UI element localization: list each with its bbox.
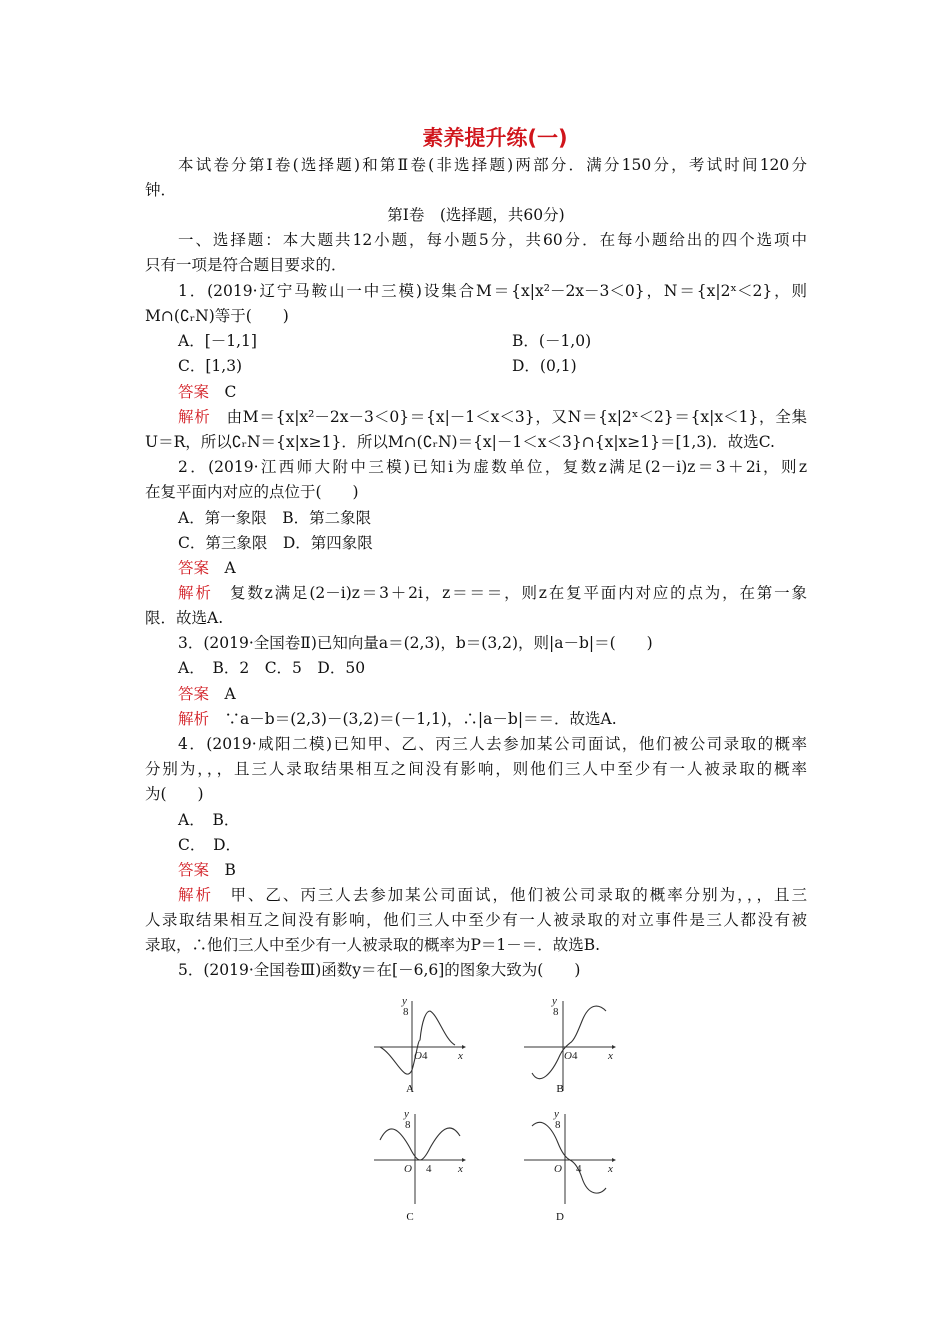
function-curve	[380, 1011, 455, 1074]
q1-answer	[145, 380, 807, 405]
y-label: y	[554, 1108, 559, 1120]
graph-option-b	[520, 995, 620, 1099]
q2-analysis	[145, 581, 807, 606]
answer-label: 答案	[178, 559, 210, 577]
q1-analysis	[145, 405, 807, 430]
x-label: x	[458, 1050, 463, 1062]
analysis-label: 解析	[178, 886, 213, 904]
part-intro: 一、选择题：本大题共12小题，每小题5分，共60分．在每小题给出的四个选项中	[178, 231, 807, 249]
analysis-text: 复数z满足(2－i)z＝3＋2i，z＝＝＝，则z在复平面内对应的点为，在第一象	[230, 584, 807, 602]
tick-8: 8	[555, 1119, 561, 1131]
origin-label: O	[564, 1050, 572, 1062]
q2-options: A．第一象限 B．第二象限	[178, 509, 372, 527]
option-b: B．(－1,0)	[512, 332, 592, 350]
intro-line: 钟．	[145, 181, 177, 199]
q5-stem: 5．(2019·全国卷Ⅲ)函数y＝在[－6,6]的图象大致为( )	[178, 961, 581, 979]
option-d: D．(0,1)	[512, 357, 577, 375]
q2-stem: 在复平面内对应的点位于( )	[145, 483, 359, 501]
q3-analysis	[145, 707, 807, 732]
answer-value: C	[224, 383, 237, 401]
x-label: x	[608, 1163, 613, 1175]
answer-value: A	[224, 559, 236, 577]
graph-caption: A	[406, 1083, 414, 1095]
q4-stem: 4．(2019·咸阳二模)已知甲、乙、丙三人去参加某公司面试，他们被公司录取的概率	[178, 735, 807, 753]
tick-8: 8	[553, 1006, 559, 1018]
graph-option-a	[370, 995, 470, 1099]
function-curve	[380, 1128, 460, 1160]
q2-analysis: 限．故选A.	[145, 609, 224, 627]
q3-options: A． B．2 C．5 D．50	[178, 659, 366, 677]
option-a: A．[－1,1]	[178, 332, 257, 350]
y-label: y	[552, 995, 557, 1007]
x-arrow-icon	[612, 1158, 616, 1162]
q1-analysis: U＝R，所以∁ᵣN＝{x|x≥1}．所以M∩(∁ᵣN)＝{x|－1＜x＜3}∩{x|x≥1}＝[1,3)．故选C.	[145, 433, 775, 451]
q1-stem: 1．(2019·辽宁马鞍山一中三模)设集合M＝{x|x²－2x－3＜0}，N＝{x|2ˣ＜2}，则	[178, 282, 807, 300]
part-intro: 只有一项是符合题目要求的．	[145, 256, 347, 274]
y-label: y	[402, 995, 407, 1007]
answer-label: 答案	[178, 685, 210, 703]
graph-caption: D	[556, 1211, 564, 1223]
q4-answer	[145, 858, 807, 883]
q4-stem: 为( )	[145, 785, 204, 803]
function-curve	[532, 1122, 606, 1193]
tick-4: 4	[422, 1050, 428, 1062]
x-arrow-icon	[462, 1158, 466, 1162]
tick-4: 4	[576, 1163, 582, 1175]
q4-analysis	[145, 883, 807, 908]
option-c: C．[1,3)	[178, 357, 243, 375]
analysis-text: 由M＝{x|x²－2x－3＜0}＝{x|－1＜x＜3}，又N＝{x|2ˣ＜2}＝{x|x＜1}，全集	[226, 408, 807, 426]
answer-value: A	[224, 685, 236, 703]
origin-label: O	[404, 1163, 412, 1175]
q4-analysis: 录取，∴他们三人中至少有一人被录取的概率为P＝1－＝．故选B.	[145, 936, 601, 954]
analysis-label: 解析	[178, 710, 210, 728]
q2-options: C．第三象限 D．第四象限	[178, 534, 373, 552]
answer-label: 答案	[178, 861, 210, 879]
x-label: x	[608, 1050, 613, 1062]
q3-stem: 3．(2019·全国卷Ⅱ)已知向量a＝(2,3)，b＝(3,2)，则|a－b|＝( )	[178, 634, 653, 652]
q1-options	[145, 329, 807, 354]
analysis-text: 甲、乙、丙三人去参加某公司面试，他们被公司录取的概率分别为，，，且三	[230, 886, 807, 904]
q4-options: C． D．	[178, 836, 242, 854]
x-arrow-icon	[612, 1045, 616, 1049]
analysis-label: 解析	[178, 408, 211, 426]
origin-label: O	[414, 1050, 422, 1062]
graph-option-c	[370, 1108, 470, 1212]
page-title: 素养提升练(一)	[422, 126, 568, 150]
function-curve	[532, 1006, 606, 1079]
answer-value: B	[224, 861, 236, 879]
tick-8: 8	[403, 1006, 409, 1018]
tick-4: 4	[572, 1050, 578, 1062]
q4-analysis: 人录取结果相互之间没有影响，他们三人中至少有一人被录取的对立事件是三人都没有被	[145, 911, 807, 929]
q2-stem: 2．(2019·江西师大附中三模)已知i为虚数单位，复数z满足(2－i)z＝3＋2i，则z	[178, 458, 807, 476]
q3-answer	[145, 682, 807, 707]
q2-answer	[145, 556, 807, 581]
origin-label: O	[554, 1163, 562, 1175]
tick-8: 8	[405, 1119, 411, 1131]
tick-4: 4	[426, 1163, 432, 1175]
x-label: x	[458, 1163, 463, 1175]
q4-options: A． B．	[178, 811, 240, 829]
analysis-label: 解析	[178, 584, 213, 602]
intro-line: 本试卷分第Ⅰ卷(选择题)和第Ⅱ卷(非选择题)两部分．满分150分，考试时间120分	[178, 156, 807, 174]
section-heading: 第Ⅰ卷 (选择题，共60分)	[387, 206, 565, 224]
x-arrow-icon	[462, 1045, 466, 1049]
q4-stem: 分别为，，，且三人录取结果相互之间没有影响，则他们三人中至少有一人被录取的概率	[145, 760, 807, 778]
y-label: y	[404, 1108, 409, 1120]
graph-caption: B	[556, 1083, 564, 1095]
q1-options	[145, 354, 807, 379]
analysis-text: ∵a－b＝(2,3)－(3,2)＝(－1,1)，∴|a－b|＝＝．故选A.	[224, 710, 617, 728]
answer-label: 答案	[178, 383, 210, 401]
graph-option-d	[520, 1108, 620, 1212]
graph-caption: C	[406, 1211, 414, 1223]
q1-stem: M∩(∁ᵣN)等于( )	[145, 307, 289, 325]
